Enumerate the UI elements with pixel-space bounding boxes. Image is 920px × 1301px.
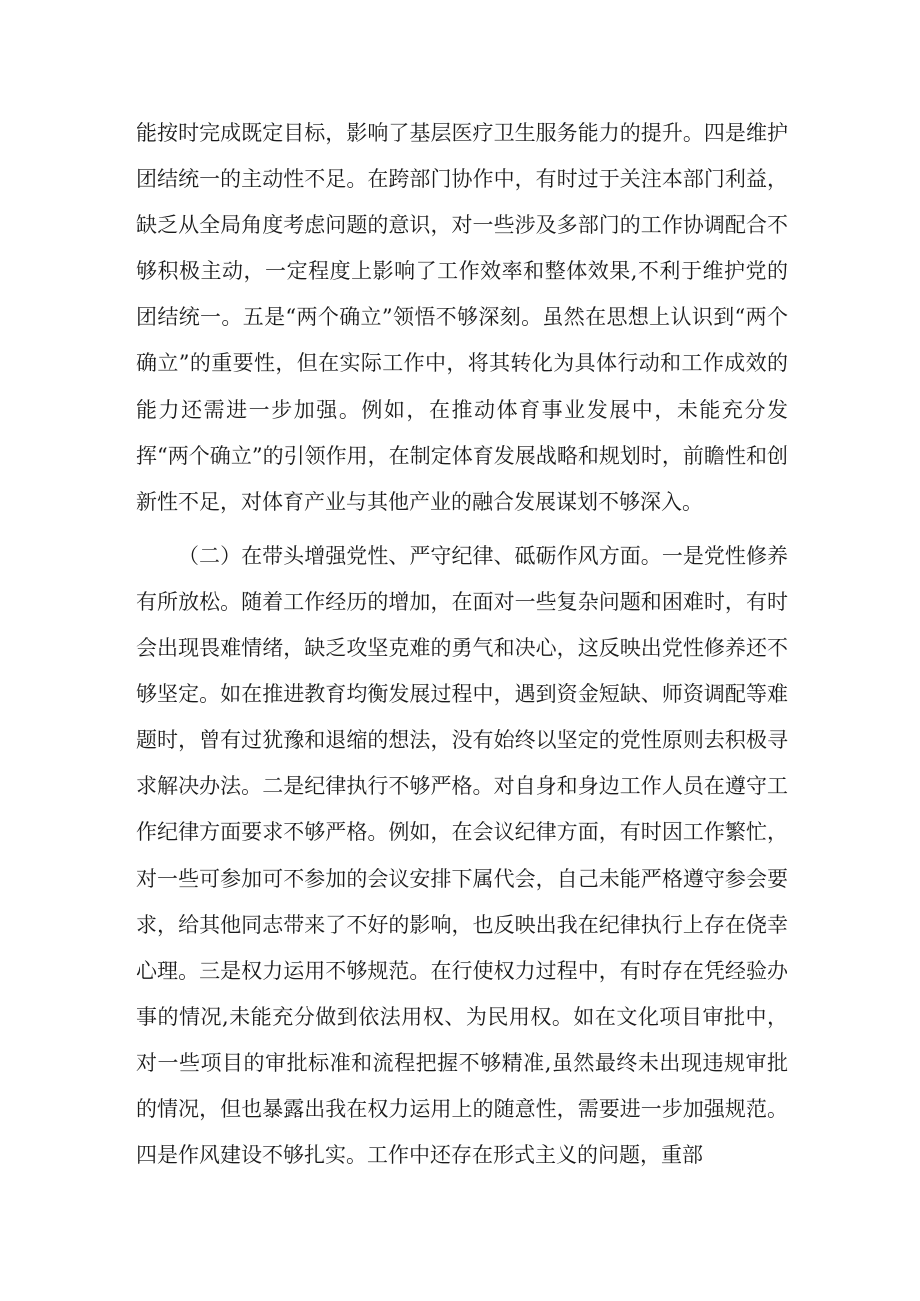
paragraph-section-two: （二）在带头增强党性、严守纪律、砥砺作风方面。一是党性修养有所放松。随着工作经历的增加，在面对一些复杂问题和困难时，有时会出现畏难情绪，缺乏攻坚克难的勇气和决心，这反映出党性修养还不够坚定。如在推进教育均衡发展过程中，遇到资金短缺、师资调配等难题时，曾有过犹豫和退缩的想法，没有始终以坚定的党性原则去积极寻求解决办法。二是纪律执行不够严格。对自身和身边工作人员在遵守工作纪律方面要求不够严格。例如，在会议纪律方面，有时因工作繁忙，对一些可参加可不参加的会议安排下属代会，自己未能严格遵守参会要求，给其他同志带来了不好的影响，也反映出我在纪律执行上存在侥幸心理。三是权力运用不够规范。在行使权力过程中，有时存在凭经验办事的情况,未能充分做到依法用权、为民用权。如在文化项目审批中，对一些项目的审批标准和流程把握不够精准,虽然最终未出现违规审批的情况，但也暴露出我在权力运用上的随意性，需要进一步加强规范。四是作风建设不够扎实。工作中还存在形式主义的问题，重部 [136, 543, 788, 1168]
document-body [136, 110, 788, 1178]
paragraph-continued: 能按时完成既定目标，影响了基层医疗卫生服务能力的提升。四是维护团结统一的主动性不足。在跨部门协作中，有时过于关注本部门利益，缺乏从全局角度考虑问题的意识，对一些涉及多部门的工作协调配合不够积极主动，一定程度上影响了工作效率和整体效果,不利于维护党的团结统一。五是“两个确立”领悟不够深刻。虽然在思想上认识到“两个确立”的重要性，但在实际工作中，将其转化为具体行动和工作成效的能力还需进一步加强。例如，在推动体育事业发展中，未能充分发挥“两个确立”的引领作用，在制定体育发展战略和规划时，前瞻性和创新性不足，对体育产业与其他产业的融合发展谋划不够深入。 [136, 121, 788, 514]
